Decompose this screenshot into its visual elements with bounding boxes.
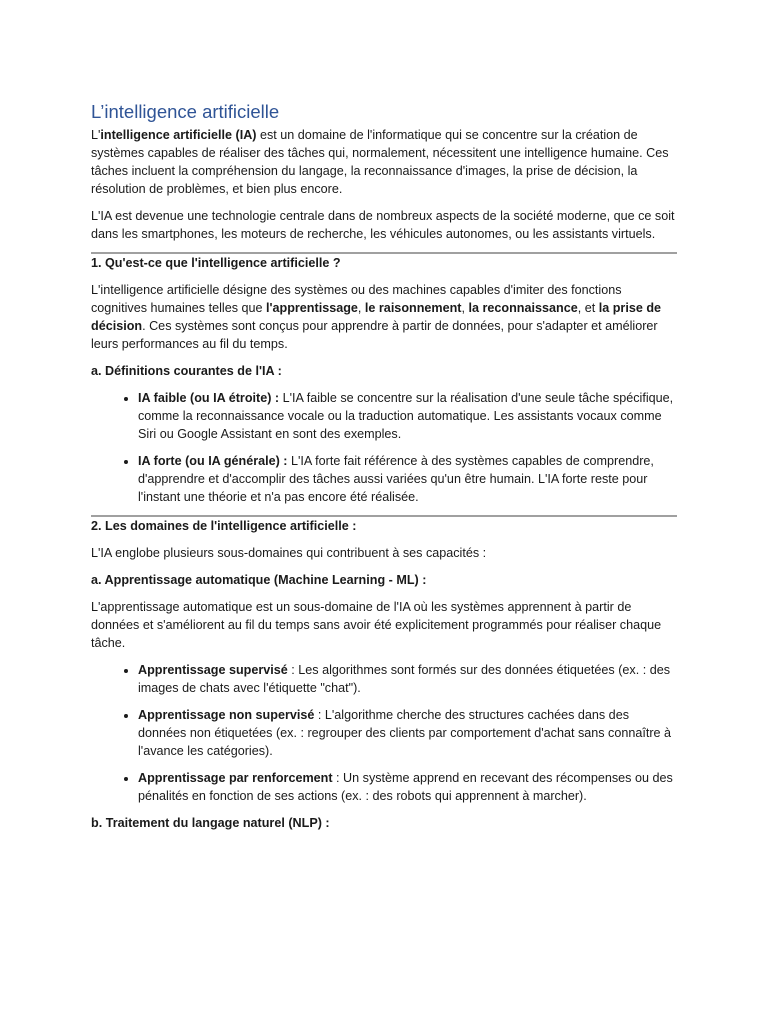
list-item-text: L'IA faible se concentre sur la réalisation d'une seule tâche spécifique, comme la reconnaissance vocale ou la traduction automatique. Les assistants vocaux comme Siri ou Google Assistant en sont des exemples.	[138, 391, 674, 441]
list-item-term: IA faible (ou IA étroite) :	[138, 391, 280, 405]
section-1-text-3: ,	[461, 301, 469, 315]
section-2-paragraph-a: L'apprentissage automatique est un sous-domaine de l'IA où les systèmes apprennent à partir de données et s'améliorent au fil du temps sans avoir été explicitement programmés pour réaliser chaque tâche.	[91, 600, 662, 650]
section-1-paragraph	[91, 281, 677, 353]
list-item-text: : Les algorithmes sont formés sur des données étiquetées (ex. : des images de chats avec l'étiquette "chat").	[138, 663, 671, 695]
ai-types-list	[91, 389, 677, 506]
list-item	[138, 389, 677, 443]
list-item	[138, 452, 677, 506]
ml-types-list	[91, 661, 677, 805]
intro-text-pre: L'	[91, 128, 101, 142]
section-2-heading: 2. Les domaines de l'intelligence artificielle :	[91, 519, 357, 533]
section-2-intro: L'IA englobe plusieurs sous-domaines qui contribuent à ses capacités :	[91, 546, 487, 560]
section-1-text-4: , et	[577, 301, 599, 315]
intro-paragraph-1	[91, 126, 677, 198]
list-item	[138, 661, 677, 697]
list-item-term: Apprentissage par renforcement	[138, 771, 333, 785]
list-item-text: : L'algorithme cherche des structures cachées dans des données non étiquetées (ex. : regrouper des clients par comportement d'achat sans connaître à l'avance les catégories).	[138, 708, 672, 758]
list-item-text: : Un système apprend en recevant des récompenses ou des pénalités en fonction de ses actions (ex. : des robots qui apprennent à marcher).	[138, 771, 673, 803]
list-item-term: Apprentissage supervisé	[138, 663, 288, 677]
section-1-term-decision: la prise de décision	[91, 301, 662, 333]
document-title: L’intelligence artificielle	[91, 101, 280, 122]
section-1-term-recognition: la reconnaissance	[468, 301, 578, 315]
list-item	[138, 769, 677, 805]
section-1-heading: 1. Qu'est-ce que l'intelligence artificielle ?	[91, 256, 341, 270]
section-1-text-1: L'intelligence artificielle désigne des systèmes ou des machines capables d'imiter des fonctions cognitives humaines telles que	[91, 283, 622, 315]
section-2-subheading-a: a. Apprentissage automatique (Machine Learning - ML) :	[91, 573, 427, 587]
document-content	[91, 100, 677, 841]
list-item-term: Apprentissage non supervisé	[138, 708, 315, 722]
list-item-text: L'IA forte fait référence à des systèmes capables de comprendre, d'apprendre et d'accomplir des tâches aussi variées qu'un être humain. L'IA forte reste pour l'instant une théorie et n'a pas encore été réalisée.	[138, 454, 654, 504]
section-2-subheading-b: b. Traitement du langage naturel (NLP) :	[91, 816, 330, 830]
section-1-text-2: ,	[357, 301, 365, 315]
list-item	[138, 706, 677, 760]
section-1-text-5: . Ces systèmes sont conçus pour apprendre à partir de données, pour s'adapter et améliorer leurs performances au fil du temps.	[91, 319, 658, 351]
intro-term: intelligence artificielle (IA)	[100, 128, 257, 142]
intro-text-post: est un domaine de l'informatique qui se concentre sur la création de systèmes capables de réaliser des tâches qui, normalement, nécessitent une intelligence humaine. Ces tâches incluent la compréhension du langage, la reconnaissance d'images, la prise de décision, la résolution de problèmes, et bien plus encore.	[91, 128, 669, 196]
section-1-term-learning: l'apprentissage	[266, 301, 358, 315]
list-item-term: IA forte (ou IA générale) :	[138, 454, 288, 468]
intro-paragraph-2: L'IA est devenue une technologie centrale dans de nombreux aspects de la société moderne, que ce soit dans les smartphones, les moteurs de recherche, les véhicules autonomes, ou les assistants virtuels.	[91, 209, 675, 241]
section-1-subheading: a. Définitions courantes de l'IA :	[91, 364, 282, 378]
section-1-term-reasoning: le raisonnement	[364, 301, 462, 315]
